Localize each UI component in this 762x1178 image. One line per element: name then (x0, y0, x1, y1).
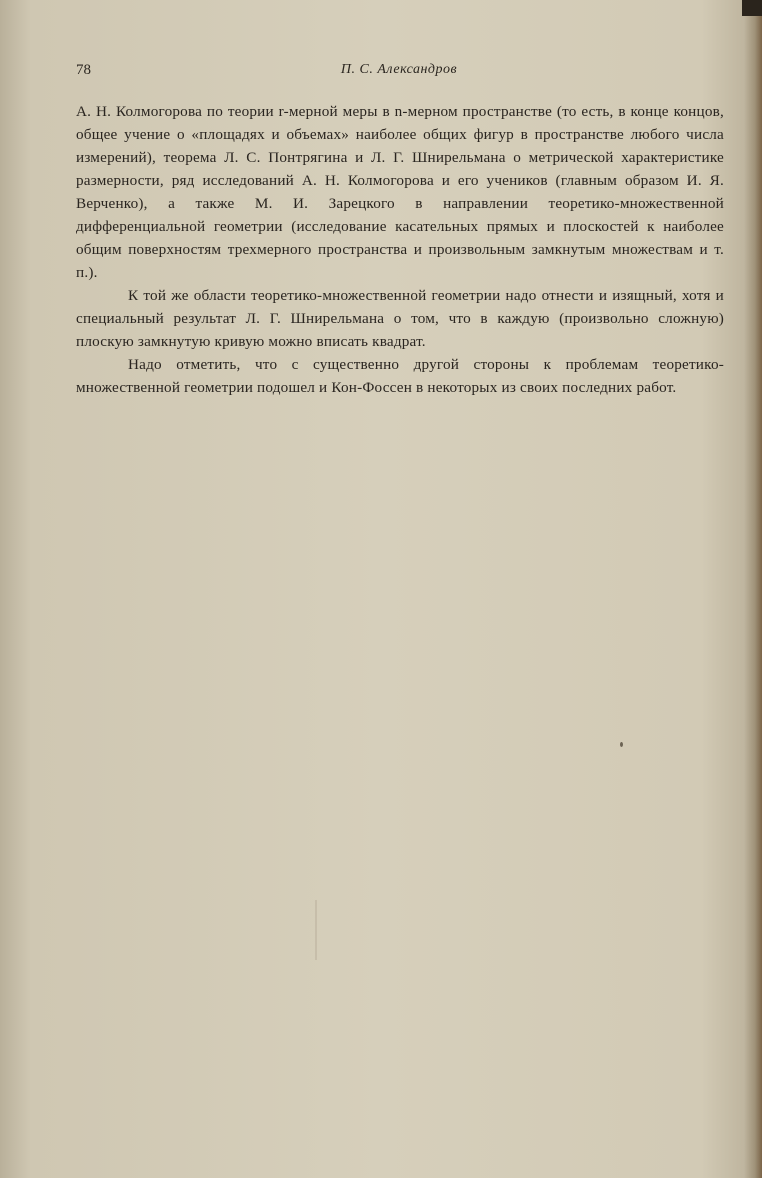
page-header (76, 62, 722, 82)
body-text (76, 100, 724, 399)
paragraph: К той же области теоретико-множественной геометрии надо отнести и изящный, хотя и специальный результат Л. Г. Шнирельмана о том, что в каждую (произвольно сложную) плоскую замкнутую кривую можно вписать квадрат. (76, 287, 724, 350)
corner-mark (742, 0, 762, 16)
paper-crease (315, 900, 317, 960)
paper-speck (620, 742, 623, 747)
running-head: П. С. Александров (340, 62, 458, 77)
paragraph: Надо отметить, что с существенно другой стороны к проблемам теоретико-множественной геометрии подошел и Кон-Фоссен в некоторых из своих последних работ. (76, 356, 724, 396)
page-number: 78 (76, 62, 91, 78)
paragraph-continuation: А. Н. Колмогорова по теории r-мерной меры в n-мерном пространстве (то есть, в конце концов, общее учение о «площадях и объемах» наиболее общих фигур в пространстве любого числа измерений), теорема Л. С. Понтрягина и Л. Г. Шнирельмана о метрической характеристике размерности, ряд исследований А. Н. Колмогорова и его учеников (главным образом И. Я. Верченко), а также М. И. Зарецкого в направлении теоретико-множественной дифференциальной геометрии (исследование касательных прямых и плоскостей к наиболее общим поверхностям трехмерного пространства и произвольным замкнутым множествам и т. п.). (76, 103, 724, 281)
page-edge-shadow (744, 0, 762, 1178)
